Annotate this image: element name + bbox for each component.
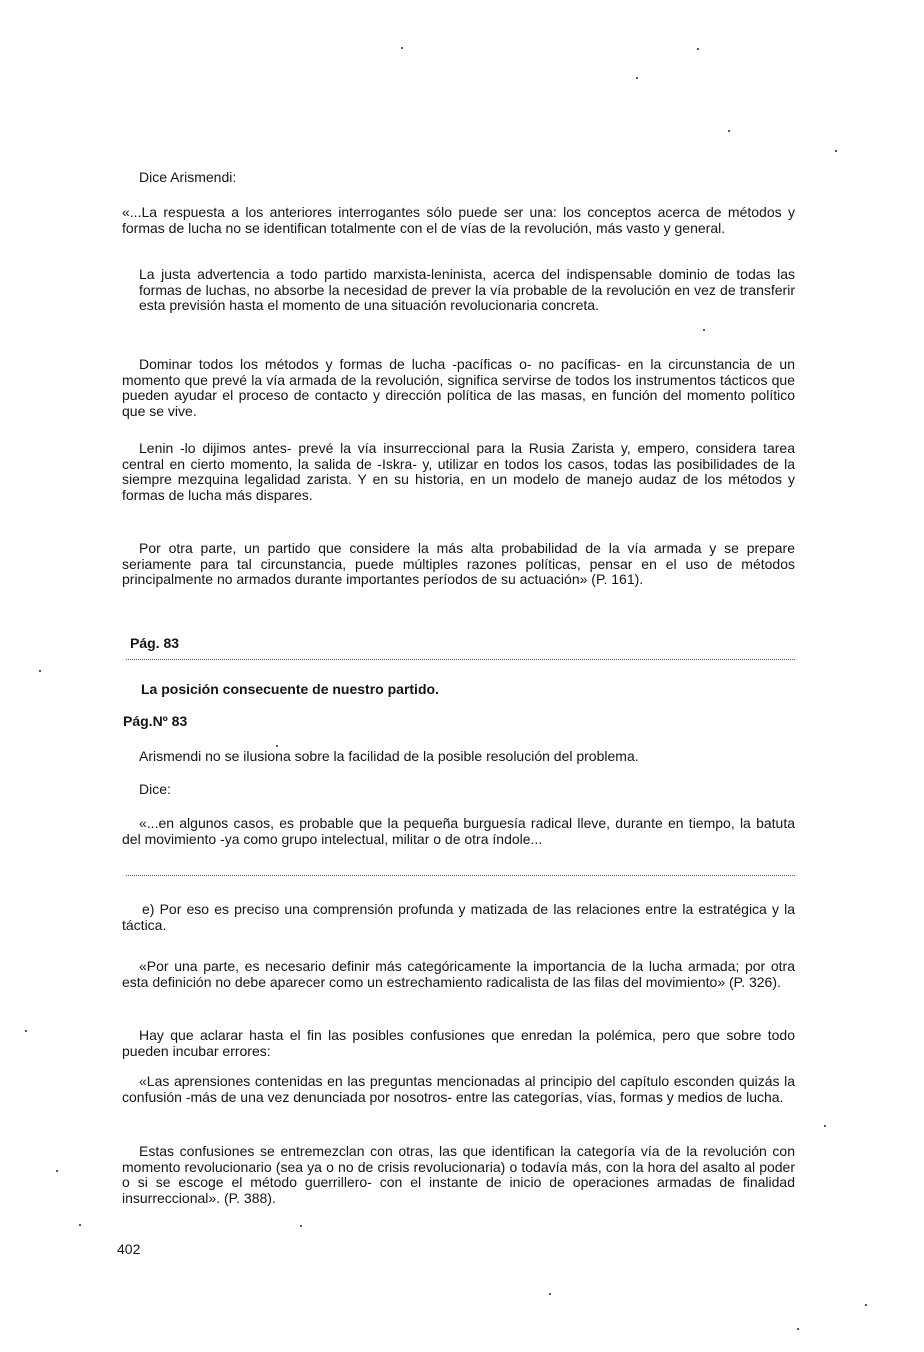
- scan-speck: [276, 745, 278, 747]
- quote-pequena-burguesia: «...en algunos casos, es probable que la pequeña burguesía radical lleve, durante en tiempo, la batuta del movimiento -ya como grupo intelectual, militar o de otra índole...: [122, 815, 795, 847]
- scan-speck: [835, 150, 837, 152]
- paragraph-justa-advertencia: La justa advertencia a todo partido marxista-leninista, acerca del indispensable dominio de todas las formas de luchas, no absorbe la necesidad de prever la vía probable de la revolución en vez de transferir esta previsión hasta el momento de una situación revolucionaria concreta.: [139, 266, 795, 313]
- page-number: 402: [117, 1241, 141, 1257]
- scan-speck: [728, 130, 730, 132]
- scan-speck: [636, 77, 638, 79]
- page-reference-2: Pág.Nº 83: [123, 713, 188, 729]
- scan-speck: [300, 1225, 302, 1227]
- page-reference-1: Pág. 83: [130, 635, 180, 651]
- section-title: La posición consecuente de nuestro partido.: [141, 681, 439, 697]
- scan-speck: [697, 48, 699, 50]
- paragraph-arismendi-no-se-ilusiona: Arismendi no se ilusiona sobre la facilidad de la posible resolución del problema.: [139, 748, 639, 764]
- scan-speck: [401, 47, 403, 49]
- dotted-separator-2: [126, 875, 795, 876]
- scan-speck: [39, 670, 41, 672]
- quote-por-una-parte: «Por una parte, es necesario definir más categóricamente la importancia de la lucha armada; por otra esta definición no debe aparecer como un estrechamiento radicalista de las filas del movimiento» (P. 326).: [122, 958, 795, 990]
- paragraph-dominar-todos: Dominar todos los métodos y formas de lucha -pacíficas o- no pacíficas- en la circunstancia de un momento que prevé la vía armada de la revolución, significa servirse de todos los instrumentos tácticos que pueden ayudar el proceso de contacto y dirección política de las masas, en función del momento político que se vive.: [122, 356, 795, 419]
- paragraph-lenin: Lenin -lo dijimos antes- prevé la vía insurreccional para la Rusia Zarista y, empero, considera tarea central en cierto momento, la salida de -Iskra- y, utilizar en todos los casos, todas las posibilidades de la siempre mezquina legalidad zarista. Y en su historia, en un modelo de manejo audaz de los métodos y formas de lucha más dispares.: [122, 440, 795, 503]
- intro-text: Dice Arismendi:: [139, 169, 237, 185]
- scan-speck: [549, 1293, 551, 1295]
- paragraph-item-e: e) Por eso es preciso una comprensión profunda y matizada de las relaciones entre la estratégica y la táctica.: [122, 901, 795, 933]
- quote-respuesta: «...La respuesta a los anteriores interrogantes sólo puede ser una: los conceptos acerca de métodos y formas de lucha no se identifican totalmente con el de vías de la revolución, más vasto y general.: [122, 204, 795, 236]
- scan-speck: [824, 1125, 826, 1127]
- dotted-separator-1: [126, 659, 795, 660]
- quote-las-aprensiones: «Las aprensiones contenidas en las preguntas mencionadas al principio del capítulo esconden quizás la confusión -más de una vez denunciada por nosotros- entre las categorías, vías, formas y medios de lucha.: [122, 1073, 795, 1105]
- paragraph-por-otra-parte: Por otra parte, un partido que considere la más alta probabilidad de la vía armada y se prepare seriamente para tal circunstancia, puede múltiples razones políticas, pensar en el uso de métodos principalmente no armados durante importantes períodos de su actuación» (P. 161).: [122, 540, 795, 587]
- paragraph-estas-confusiones: Estas confusiones se entremezclan con otras, las que identifican la categoría vía de la revolución con momento revolucionario (sea ya o no de crisis revolucionaria) o todavía más, con la hora del asalto al poder o si se escoge el método guerrillero- con el instante de inicio de operaciones armadas de finalidad insurreccional». (P. 388).: [122, 1143, 795, 1206]
- scan-speck: [797, 1328, 799, 1330]
- scan-speck: [25, 1030, 27, 1032]
- dice-label: Dice:: [139, 781, 171, 797]
- paragraph-hay-que-aclarar: Hay que aclarar hasta el fin las posibles confusiones que enredan la polémica, pero que sobre todo pueden incubar errores:: [122, 1027, 795, 1059]
- scan-speck: [79, 1224, 81, 1226]
- scan-speck: [56, 1170, 58, 1172]
- scan-speck: [865, 1304, 867, 1306]
- scan-speck: [703, 329, 705, 331]
